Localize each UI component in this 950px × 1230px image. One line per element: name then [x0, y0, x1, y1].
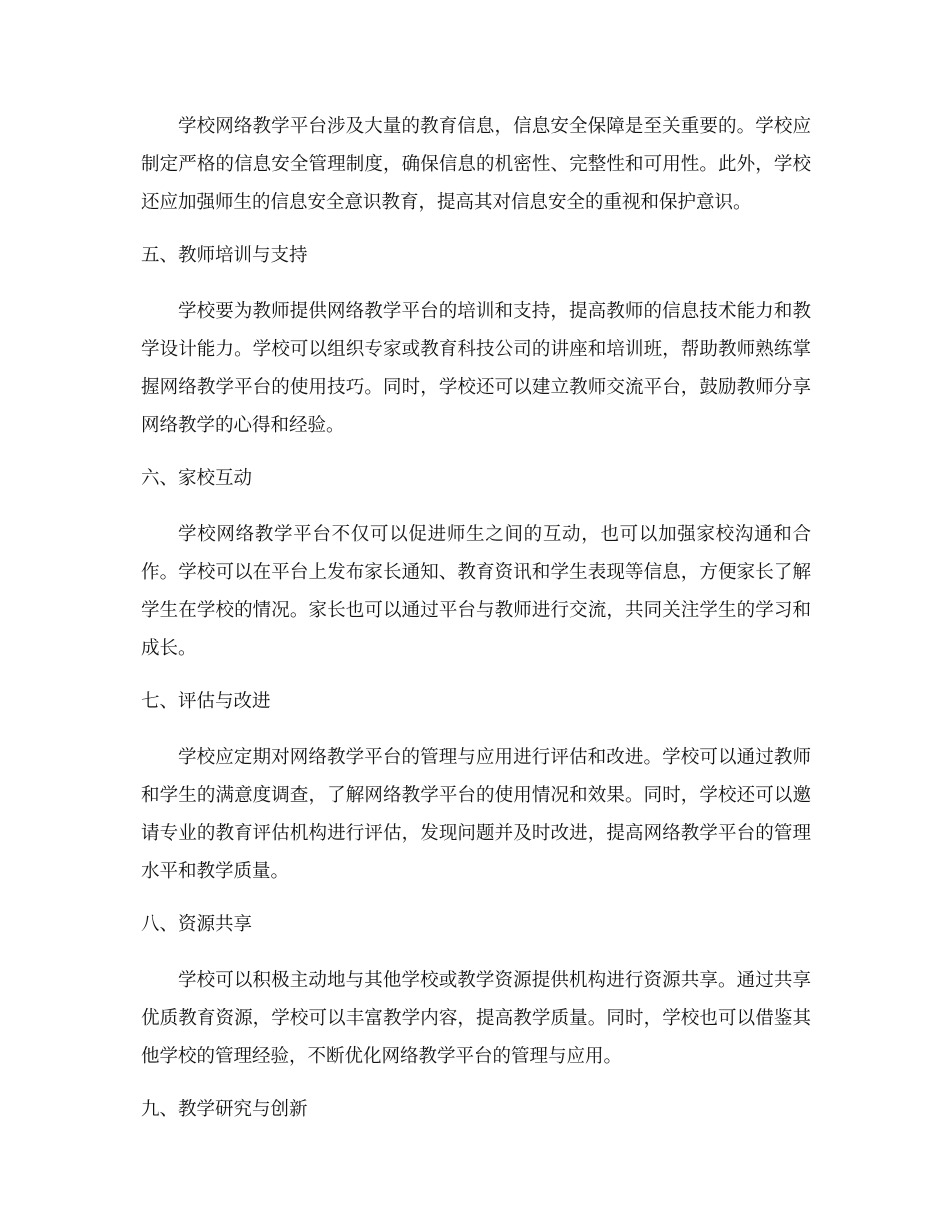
paragraph-home-school-interaction: 学校网络教学平台不仅可以促进师生之间的互动，也可以加强家校沟通和合作。学校可以在平台上发布家长通知、教育资讯和学生表现等信息，方便家长了解学生在学校的情况。家长也可以通过平台与教师进行交流，共同关注学生的学习和成长。: [141, 524, 811, 659]
spacer: [141, 668, 811, 683]
document-page: [141, 108, 811, 1129]
heading-evaluation-improvement: 七、评估与改进: [141, 691, 271, 712]
heading-teacher-training: 五、教师培训与支持: [141, 245, 308, 266]
spacer: [141, 1076, 811, 1091]
paragraph-evaluation-improvement: 学校应定期对网络教学平台的管理与应用进行评估和改进。学校可以通过教师和学生的满意度调查，了解网络教学平台的使用情况和效果。同时，学校还可以邀请专业的教育评估机构进行评估，发现问题并及时改进，提高网络教学平台的管理水平和教学质量。: [141, 747, 811, 882]
paragraph-information-security: 学校网络教学平台涉及大量的教育信息，信息安全保障是至关重要的。学校应制定严格的信息安全管理制度，确保信息的机密性、完整性和可用性。此外，学校还应加强师生的信息安全意识教育，提高其对信息安全的重视和保护意识。: [141, 116, 811, 213]
spacer: [141, 222, 811, 237]
heading-resource-sharing: 八、资源共享: [141, 914, 253, 935]
spacer: [141, 891, 811, 906]
heading-teaching-research-innovation: 九、教学研究与创新: [141, 1099, 308, 1120]
spacer: [141, 721, 811, 739]
paragraph-teacher-training: 学校要为教师提供网络教学平台的培训和支持，提高教师的信息技术能力和教学设计能力。学校可以组织专家或教育科技公司的讲座和培训班，帮助教师熟练掌握网络教学平台的使用技巧。同时，学校还可以建立教师交流平台，鼓励教师分享网络教学的心得和经验。: [141, 301, 811, 436]
spacer: [141, 498, 811, 516]
paragraph-resource-sharing: 学校可以积极主动地与其他学校或教学资源提供机构进行资源共享。通过共享优质教育资源，学校可以丰富教学内容，提高教学质量。同时，学校也可以借鉴其他学校的管理经验，不断优化网络教学平台的管理与应用。: [141, 970, 811, 1067]
heading-home-school-interaction: 六、家校互动: [141, 468, 253, 489]
spacer: [141, 445, 811, 460]
spacer: [141, 275, 811, 293]
spacer: [141, 944, 811, 962]
